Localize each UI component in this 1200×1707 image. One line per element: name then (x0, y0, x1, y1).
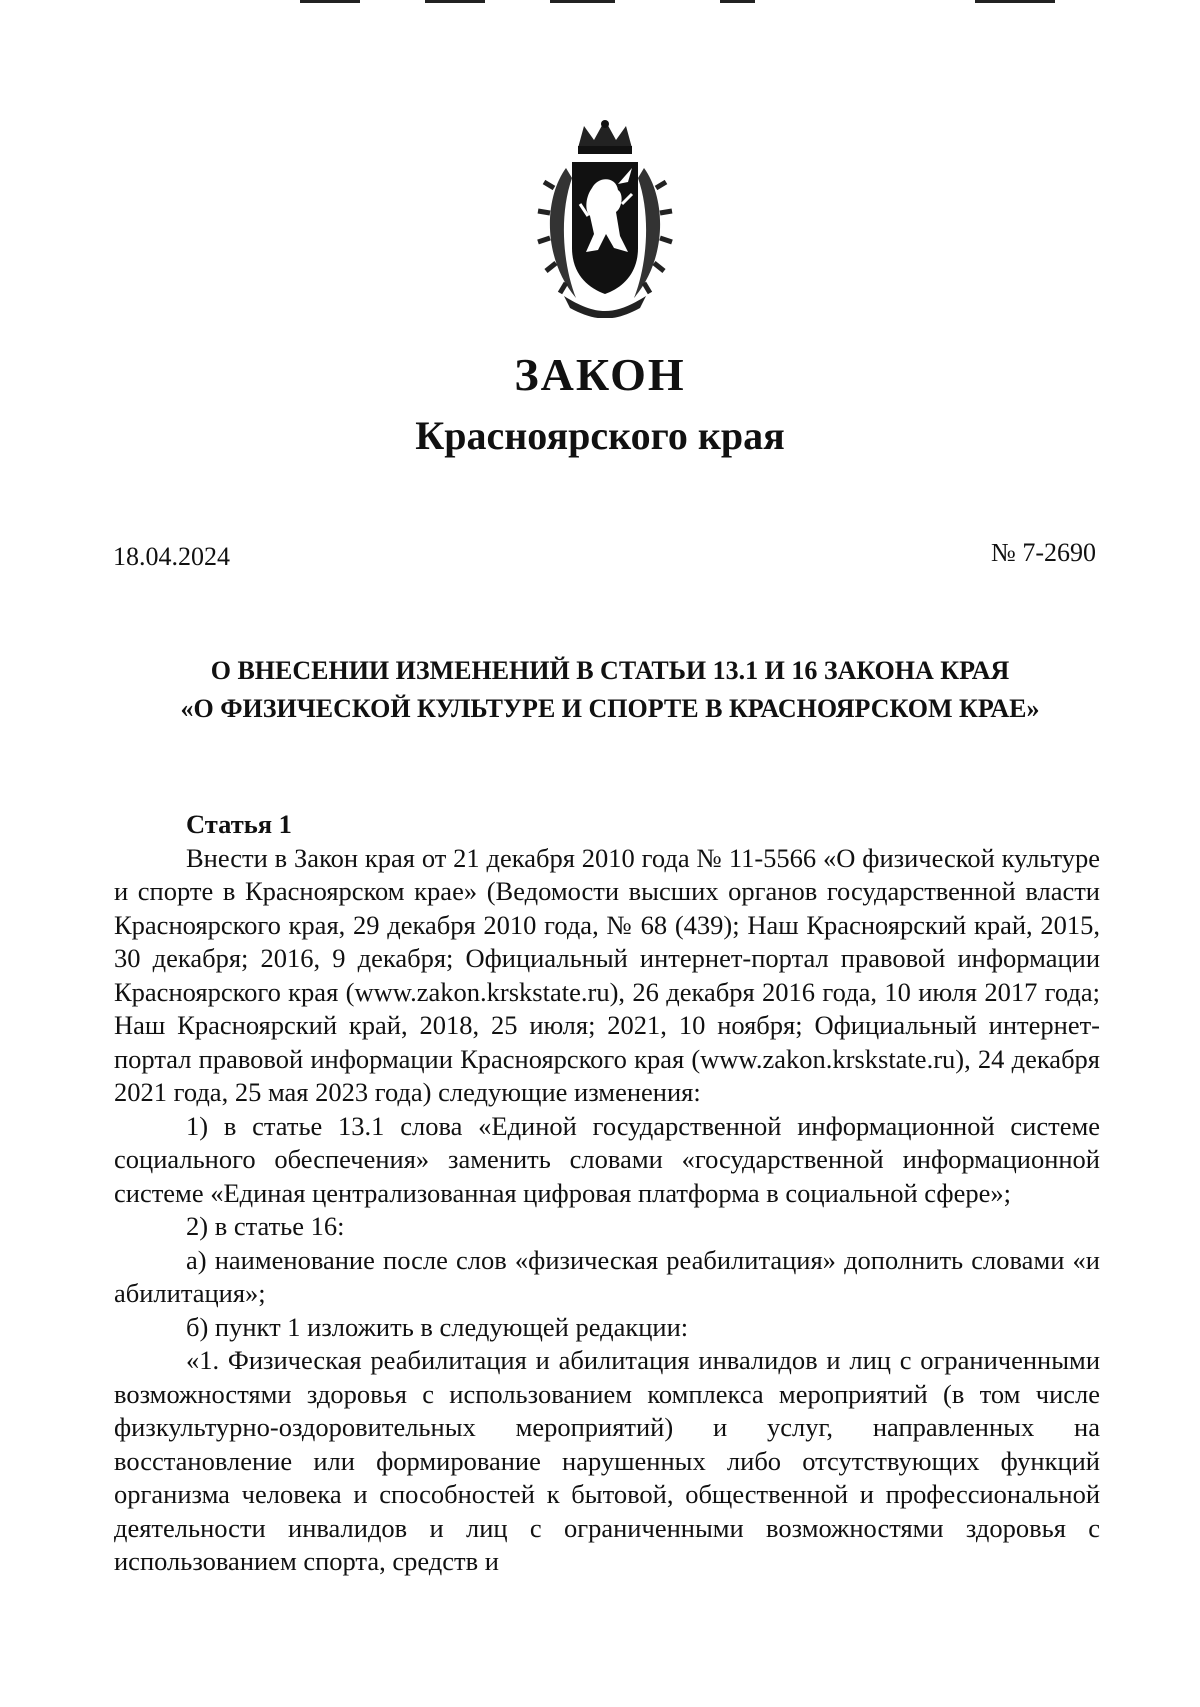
paragraph-item-2: 2) в статье 16: (186, 1211, 345, 1241)
document-number: № 7-2690 (991, 538, 1096, 567)
paragraph-item-2b: б) пункт 1 изложить в следующей редакции: (186, 1311, 689, 1342)
article-title: Статья 1 (186, 809, 292, 839)
law-heading-line-1: О ВНЕСЕНИИ ИЗМЕНЕНИЙ В СТАТЬИ 13.1 И 16 ЗАКОНА КРАЯ (210, 656, 1010, 685)
paragraph-item-1: 1) в статье 13.1 слова «Единой государственной информационной системе социального обеспечения» заменить словами «государственной информационной системе «Единая централизованная цифровая платформа в социальной сфере»; (114, 1110, 1100, 1208)
document-date: 18.04.2024 (113, 542, 230, 571)
scan-artifacts (0, 0, 1200, 6)
paragraph-intro: Внести в Закон края от 21 декабря 2010 года № 11-5566 «О физической культуре и спорте в Красноярском крае» (Ведомости высших органов государственной власти Красноярского края, 29 декабря 2010 года, № 68 (439); Наш Красноярский край, 2015, 30 декабря; 2016, 9 декабря; Официальный интернет-портал правовой информации Красноярского края (www.zakon.krskstate.ru), 26 декабря 2016 года, 10 июля 2017 года; Наш Красноярский край, 2018, 25 июля; 2021, 10 ноября; Официальный интернет-портал правовой информации Красноярского края (www.zakon.krskstate.ru), 24 декабря 2021 года, 25 мая 2023 года) следующие изменения: (114, 842, 1100, 1107)
paragraph-item-2a: а) наименование после слов «физическая реабилитация» дополнить словами «и абилитация»; (114, 1244, 1100, 1308)
law-heading (110, 652, 1110, 728)
document-body (114, 808, 1100, 1579)
document-subtitle: Красноярского края (415, 413, 785, 458)
law-heading-line-2: «О ФИЗИЧЕСКОЙ КУЛЬТУРЕ И СПОРТЕ В КРАСНОЯРСКОМ КРАЕ» (180, 694, 1040, 723)
document-title: ЗАКОН (514, 349, 686, 400)
paragraph-quote: «1. Физическая реабилитация и абилитация инвалидов и лиц с ограниченными возможностями здоровья с использованием комплекса мероприятий (в том числе физкультурно-оздоровительных мероприятий) и услуг, направленных на восстановление или формирование нарушенных либо отсутствующих функций организма человека и способностей к бытовой, общественной и профессиональной деятельности инвалидов и лиц с ограниченными возможностями здоровья с использованием спорта, средств и (114, 1345, 1100, 1576)
krasnoyarsk-coat-of-arms-icon (536, 118, 674, 318)
